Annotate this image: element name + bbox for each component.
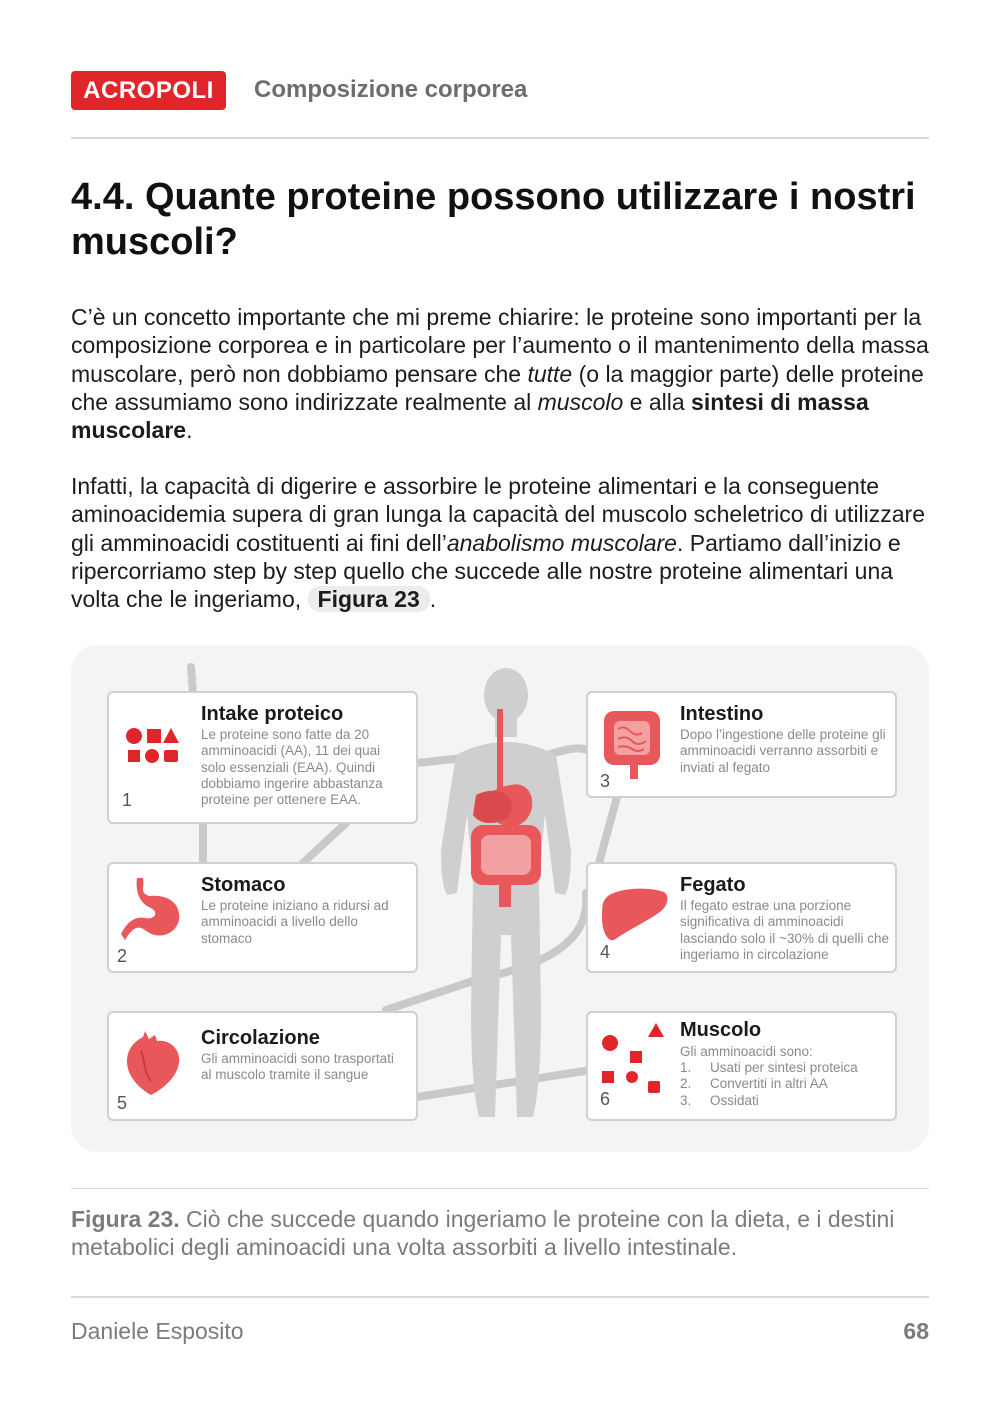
footer-author: Daniele Esposito [71, 1318, 244, 1344]
card-intake-proteico [107, 691, 418, 824]
p1-emphasis-tutte: tutte [527, 360, 573, 387]
amino-acid-fates-list [680, 1060, 858, 1109]
card-number: 5 [117, 1093, 128, 1113]
heart-icon [123, 1031, 185, 1097]
section-title: 4.4. Quante proteine possono utilizzare i nostri muscoli? [71, 176, 916, 263]
card-number: 6 [600, 1089, 611, 1109]
card-text: Le proteine iniziano a ridursi ad amminoacidi a livello dello stomaco [201, 898, 389, 946]
page-number: 68 [903, 1318, 929, 1344]
card-fegato [586, 862, 897, 973]
list-item [680, 1076, 858, 1092]
brand-logo: ACROPOLI [71, 71, 226, 110]
card-intestino [586, 691, 897, 798]
card-muscolo [586, 1011, 897, 1121]
card-text: Gli amminoacidi sono trasportati al muscolo tramite il sangue [201, 1051, 394, 1083]
caption-text: Ciò che succede quando ingeriamo le proteine con la dieta, e i destini metabolici degli aminoacidi una volta assorbiti a livello intestinale. [71, 1206, 895, 1261]
caption-label: Figura 23. [71, 1206, 180, 1232]
intestine-icon [600, 707, 664, 781]
stomach-icon [119, 874, 189, 944]
card-title: Intake proteico [201, 703, 344, 725]
body-paragraph-1 [71, 303, 941, 444]
list-item-number: 1. [680, 1060, 692, 1075]
card-circolazione [107, 1011, 418, 1121]
card-number: 2 [117, 946, 128, 966]
card-text: Le proteine sono fatte da 20 amminoacidi (AA), 11 dei quai solo essenziali (EAA). Quindi dobbiamo ingerire abbastanza proteine per ottenere EAA. [201, 727, 383, 808]
p1-text-4: . [186, 417, 193, 444]
list-item-label: Ossidati [710, 1092, 759, 1108]
list-item [680, 1093, 858, 1109]
p1-text-3: e alla [623, 388, 692, 415]
amino-acid-fates-icon [598, 1021, 670, 1095]
card-title: Circolazione [201, 1027, 320, 1049]
p1-strong-sintesi: sintesi di massa muscolare [71, 388, 869, 444]
caption-divider [71, 1188, 929, 1189]
p2-text-2: . Partiamo dall’inizio e ripercorriamo step by step quello che succede alle nostre proteine alimentari una volta che le ingeriamo, [71, 529, 901, 613]
figure-caption [71, 1205, 929, 1262]
card-text: Gli amminoacidi sono: [680, 1044, 813, 1059]
figure-23 [71, 645, 929, 1152]
footer-divider [71, 1296, 929, 1298]
list-item-number: 2. [680, 1076, 692, 1092]
amino-acid-shapes-icon [125, 726, 181, 766]
list-item-label: Convertiti in altri AA [710, 1076, 828, 1092]
p2-emphasis-anabolismo: anabolismo muscolare [446, 529, 677, 556]
card-title: Intestino [680, 703, 764, 725]
card-text: Il fegato estrae una porzione significativa di amminoacidi lasciando solo il ~30% di quelli che ingeriamo in circolazione [680, 898, 890, 962]
card-title: Muscolo [680, 1019, 762, 1041]
p2-text-1: Infatti, la capacità di digerire e assorbire le proteine alimentari e la conseguente aminoacidemia supera di gran lunga la capacità del muscolo scheletrico di utilizzare gli amminoacidi costituenti ai fini dell’ [71, 473, 926, 556]
card-title: Stomaco [201, 874, 286, 896]
list-item-number: 3. [680, 1092, 692, 1108]
p2-text-3: . [429, 586, 437, 613]
body-paragraph-2 [71, 472, 941, 613]
card-title: Fegato [680, 874, 746, 896]
header-divider [71, 137, 929, 139]
card-number: 1 [122, 790, 133, 810]
card-number: 4 [600, 942, 611, 962]
figure-reference-link[interactable]: Figura 23 [308, 586, 430, 612]
card-number: 3 [600, 771, 611, 791]
liver-icon [598, 884, 670, 942]
card-stomaco [107, 862, 418, 973]
p1-emphasis-muscolo: muscolo [537, 388, 624, 415]
p1-text-2: (o la maggior parte) delle proteine che assumiamo sono indirizzate realmente al [71, 360, 924, 415]
card-text: Dopo l’ingestione delle proteine gli amminoacidi verranno assorbiti e inviati al fegato [680, 727, 886, 775]
list-item-label: Usati per sintesi proteica [710, 1060, 858, 1075]
p1-text-1: C’è un concetto importante che mi preme chiarire: le proteine sono importanti per la composizione corporea e in particolare per l’aumento o il mantenimento della massa muscolare, però non dobbiamo pensare che [71, 304, 929, 387]
list-item [680, 1060, 858, 1076]
running-header-title: Composizione corporea [254, 76, 528, 103]
digestive-tract-icon [471, 709, 541, 907]
